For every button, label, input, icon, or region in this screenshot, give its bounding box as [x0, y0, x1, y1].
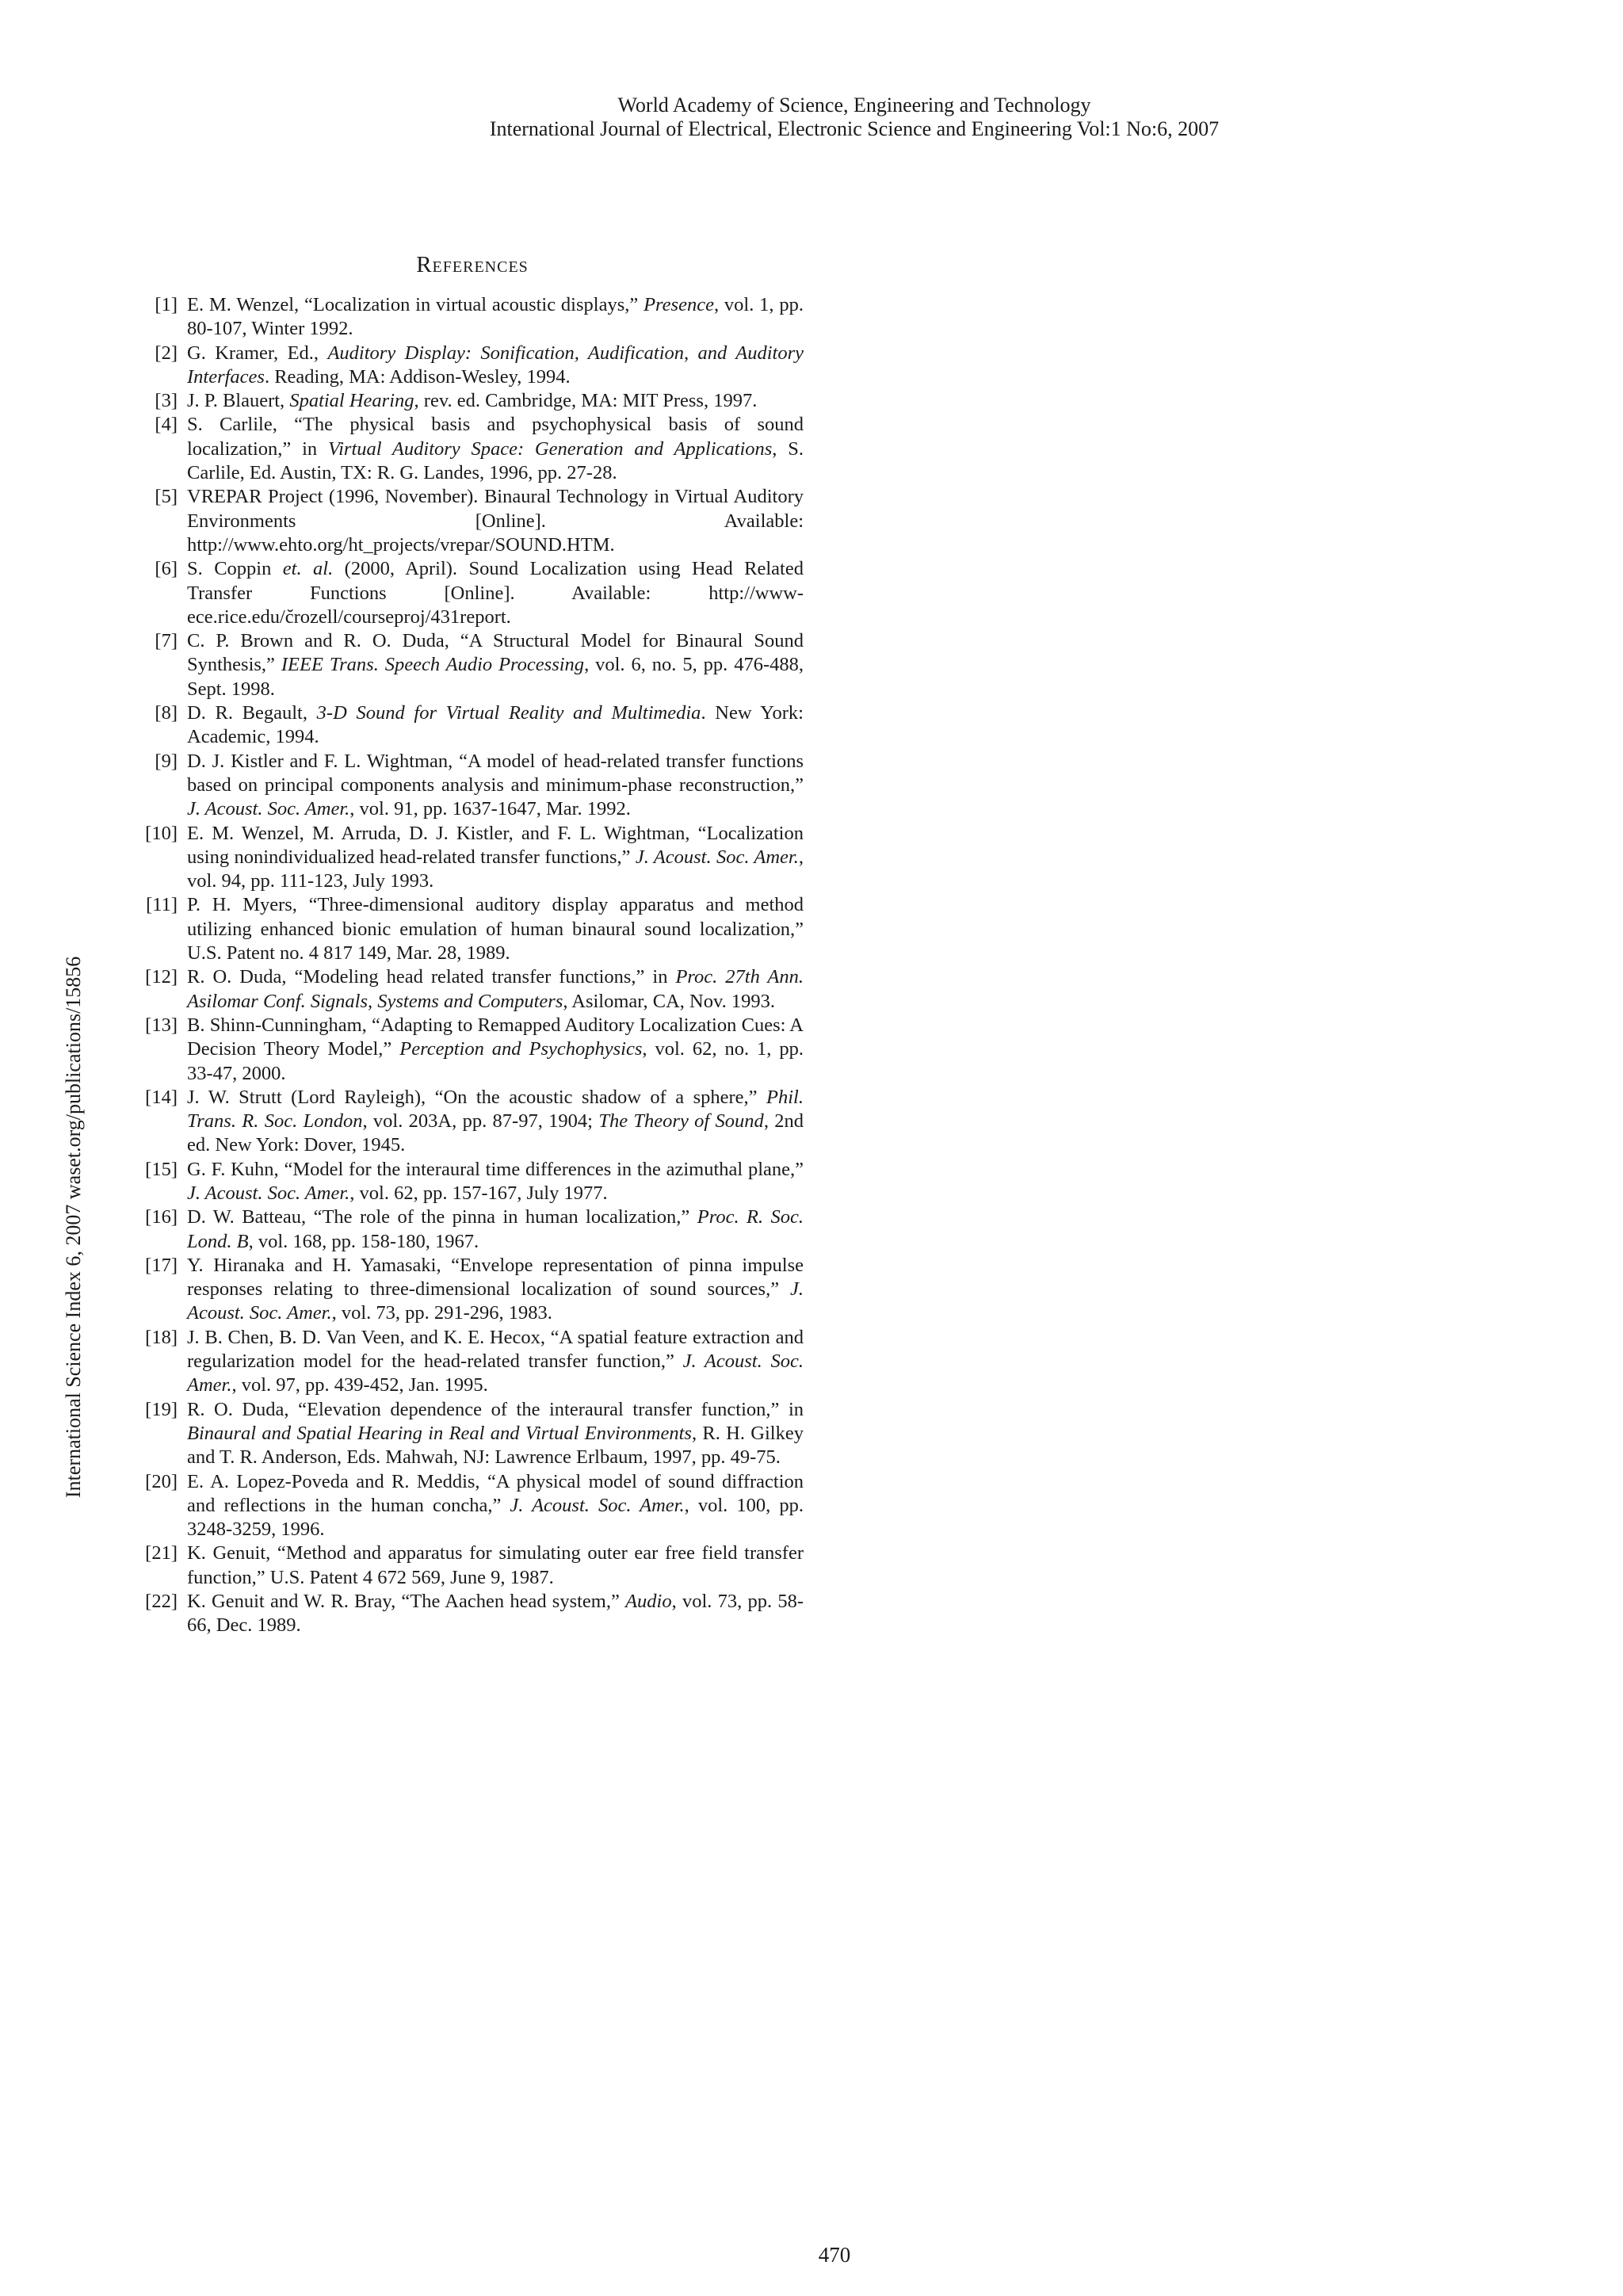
reference-part: , vol. 62, pp. 157-167, July 1977. — [349, 1182, 608, 1204]
reference-part: , vol. 62, no. 1, pp. 33-47, 2000. — [187, 1038, 804, 1084]
reference-text — [187, 389, 804, 413]
reference-part: J. B. Chen, B. D. Van Veen, and K. E. Hecox, “A spatial feature extraction and regularization model for the head-related transfer function,” — [187, 1326, 804, 1373]
reference-entry — [141, 485, 804, 557]
reference-entry — [141, 1541, 804, 1590]
reference-text — [187, 1326, 804, 1398]
reference-entry — [141, 1326, 804, 1398]
reference-entry — [141, 342, 804, 390]
reference-text — [187, 629, 804, 701]
reference-part: (2000, April). Sound Localization using Head Related Transfer Functions [Online]. Available: http://www-ece.rice.edu/c̆rozell/courseproj/431report. — [187, 558, 804, 628]
reference-number: [12] — [145, 966, 178, 988]
reference-text — [187, 822, 804, 894]
reference-text — [187, 1254, 804, 1326]
reference-part: , vol. 1, pp. 80-107, Winter 1992. — [187, 294, 804, 340]
reference-part: G. Kramer, Ed., — [187, 342, 328, 364]
reference-italic-part: Virtual Auditory Space: Generation and Applications — [327, 437, 773, 460]
reference-italic-part: Spatial Hearing — [289, 390, 414, 412]
reference-italic-part: Proc. R. Soc. Lond. B — [187, 1206, 804, 1252]
reference-number: [8] — [155, 702, 178, 724]
reference-part: . Reading, MA: Addison-Wesley, 1994. — [264, 365, 571, 388]
page-number: 470 — [818, 2243, 851, 2267]
reference-text — [187, 1590, 804, 1638]
reference-italic-part: J. Acoust. Soc. Amer. — [187, 798, 350, 820]
reference-text — [187, 557, 804, 629]
reference-italic-part: Auditory Display: Sonification, Audification, and Auditory Interfaces — [187, 342, 804, 388]
reference-entry — [141, 557, 804, 629]
reference-italic-part: 3-D Sound for Virtual Reality and Multimedia — [316, 702, 701, 724]
reference-text — [187, 750, 804, 822]
reference-part: , Asilomar, CA, Nov. 1993. — [563, 990, 775, 1012]
journal-publisher: World Academy of Science, Engineering and Technology — [617, 94, 1091, 117]
reference-number: [14] — [145, 1086, 178, 1108]
journal-header — [0, 94, 1623, 141]
reference-entry — [141, 1014, 804, 1086]
reference-entry — [141, 413, 804, 485]
reference-part: K. Genuit, “Method and apparatus for simulating outer ear free field transfer function,” U.S. Patent 4 672 569, June 9, 1987. — [187, 1542, 804, 1588]
reference-part: B. Shinn-Cunningham, “Adapting to Remapped Auditory Localization Cues: A Decision Theory Model,” — [187, 1014, 804, 1060]
reference-entry — [141, 701, 804, 750]
references-heading: References — [416, 252, 529, 277]
reference-entry — [141, 1590, 804, 1638]
reference-part: Y. Hiranaka and H. Yamasaki, “Envelope representation of pinna impulse responses relating to three-dimensional localization of sound sources,” — [187, 1254, 804, 1301]
reference-number: [19] — [145, 1398, 178, 1420]
reference-text — [187, 342, 804, 390]
reference-italic-part: J. Acoust. Soc. Amer. — [635, 846, 799, 868]
reference-part: , rev. ed. Cambridge, MA: MIT Press, 1997. — [414, 390, 758, 412]
reference-italic-part: IEEE Trans. Speech Audio Processing — [281, 654, 585, 676]
reference-text — [187, 965, 804, 1014]
reference-entry — [141, 293, 804, 342]
reference-part: , vol. 73, pp. 291-296, 1983. — [331, 1302, 552, 1324]
reference-number: [13] — [145, 1014, 178, 1036]
reference-italic-part: et. al. — [282, 558, 334, 580]
reference-entry — [141, 629, 804, 701]
reference-part: D. J. Kistler and F. L. Wightman, “A model of head-related transfer functions based on principal components analysis and minimum-phase reconstruction,” — [187, 750, 804, 796]
reference-part: D. R. Begault, — [187, 702, 317, 724]
reference-part: , vol. 168, pp. 158-180, 1967. — [248, 1230, 479, 1252]
reference-number: [15] — [145, 1158, 178, 1180]
reference-number: [7] — [155, 630, 178, 652]
reference-part: , vol. 73, pp. 58-66, Dec. 1989. — [187, 1591, 804, 1637]
reference-text — [187, 1014, 804, 1086]
reference-part: P. H. Myers, “Three-dimensional auditory display apparatus and method utilizing enhanced bionic emulation of human binaural sound localization,” U.S. Patent no. 4 817 149, Mar. 28, 1989. — [187, 894, 804, 965]
reference-text — [187, 1470, 804, 1542]
reference-italic-part: Proc. 27th Ann. Asilomar Conf. Signals, Systems and Computers — [187, 966, 804, 1012]
reference-part: C. P. Brown and R. O. Duda, “A Structural Model for Binaural Sound Synthesis,” — [187, 630, 804, 676]
reference-italic-part: J. Acoust. Soc. Amer. — [510, 1494, 685, 1516]
reference-italic-part: J. Acoust. Soc. Amer. — [187, 1182, 350, 1204]
reference-number: [1] — [155, 294, 178, 315]
reference-part: R. O. Duda, “Modeling head related transfer functions,” in — [187, 966, 676, 988]
reference-text — [187, 1086, 804, 1158]
reference-number: [6] — [155, 558, 178, 580]
reference-entry — [141, 965, 804, 1014]
reference-part: VREPAR Project (1996, November). Binaural Technology in Virtual Auditory Environments [Online]. Available: http://www.ehto.org/ht_projects/vrepar/SOUND.HTM. — [187, 486, 804, 556]
reference-entry — [141, 750, 804, 822]
reference-part: D. W. Batteau, “The role of the pinna in human localization,” — [187, 1206, 697, 1228]
reference-part: S. Coppin — [187, 558, 283, 580]
reference-text — [187, 1398, 804, 1470]
reference-part: , S. Carlile, Ed. Austin, TX: R. G. Landes, 1996, pp. 27-28. — [187, 437, 804, 484]
reference-entry — [141, 1205, 804, 1254]
reference-number: [16] — [145, 1206, 178, 1228]
reference-entry — [141, 1086, 804, 1158]
reference-part: E. M. Wenzel, “Localization in virtual acoustic displays,” — [187, 294, 644, 315]
reference-number: [9] — [155, 750, 178, 772]
reference-text — [187, 485, 804, 557]
reference-part: J. W. Strutt (Lord Rayleigh), “On the acoustic shadow of a sphere,” — [187, 1086, 767, 1108]
reference-part: , vol. 91, pp. 1637-1647, Mar. 1992. — [349, 798, 631, 820]
reference-part: E. M. Wenzel, M. Arruda, D. J. Kistler, and F. L. Wightman, “Localization using nonindividualized head-related transfer functions,” — [187, 822, 804, 868]
reference-part: , vol. 94, pp. 111-123, July 1993. — [187, 846, 804, 892]
reference-italic-part: J. Acoust. Soc. Amer. — [187, 1350, 804, 1396]
reference-part: G. F. Kuhn, “Model for the interaural time differences in the azimuthal plane,” — [187, 1158, 804, 1180]
reference-part: , vol. 97, pp. 439-452, Jan. 1995. — [231, 1374, 488, 1396]
reference-entry — [141, 1254, 804, 1326]
reference-text — [187, 413, 804, 485]
reference-text — [187, 893, 804, 965]
reference-number: [2] — [155, 342, 178, 364]
reference-part: , 2nd ed. New York: Dover, 1945. — [187, 1110, 804, 1156]
reference-entry — [141, 1398, 804, 1470]
reference-italic-part: Perception and Psychophysics — [399, 1038, 643, 1060]
reference-number: [22] — [145, 1591, 178, 1613]
reference-entry — [141, 822, 804, 894]
reference-number: [20] — [145, 1470, 178, 1492]
reference-entry — [141, 389, 804, 413]
journal-title: International Journal of Electrical, Electronic Science and Engineering Vol:1 No:6, 2007 — [489, 117, 1220, 140]
reference-number: [17] — [145, 1254, 178, 1276]
reference-italic-part: J. Acoust. Soc. Amer. — [187, 1278, 804, 1324]
reference-entry — [141, 1470, 804, 1542]
reference-number: [10] — [145, 822, 178, 844]
reference-text — [187, 1158, 804, 1206]
reference-part: , vol. 203A, pp. 87-97, 1904; — [362, 1110, 599, 1133]
references-list — [141, 293, 804, 1638]
reference-number: [3] — [155, 390, 178, 412]
reference-part: E. A. Lopez-Poveda and R. Meddis, “A physical model of sound diffraction and reflections in the human concha,” — [187, 1470, 804, 1516]
reference-entry — [141, 1158, 804, 1206]
reference-number: [4] — [155, 414, 178, 436]
reference-italic-part: Phil. Trans. R. Soc. London — [187, 1086, 804, 1133]
reference-text — [187, 293, 804, 342]
reference-part: R. O. Duda, “Elevation dependence of the interaural transfer function,” in — [187, 1398, 804, 1420]
reference-part: . New York: Academic, 1994. — [187, 702, 804, 748]
reference-entry — [141, 893, 804, 965]
reference-part: , R. H. Gilkey and T. R. Anderson, Eds. Mahwah, NJ: Lawrence Erlbaum, 1997, pp. 49-75. — [187, 1422, 804, 1469]
reference-part: J. P. Blauert, — [187, 390, 290, 412]
reference-text — [187, 1541, 804, 1590]
reference-italic-part: Presence — [643, 294, 714, 315]
reference-part: S. Carlile, “The physical basis and psychophysical basis of sound localization,” in — [187, 414, 804, 460]
reference-part: , vol. 100, pp. 3248-3259, 1996. — [187, 1494, 804, 1541]
reference-italic-part: Binaural and Spatial Hearing in Real and Virtual Environments — [187, 1422, 692, 1444]
reference-number: [11] — [146, 894, 178, 916]
reference-number: [18] — [145, 1326, 178, 1348]
reference-text — [187, 701, 804, 750]
reference-part: K. Genuit and W. R. Bray, “The Aachen head system,” — [187, 1591, 626, 1613]
reference-number: [21] — [145, 1542, 178, 1564]
reference-part: , vol. 6, no. 5, pp. 476-488, Sept. 1998. — [187, 654, 804, 700]
reference-italic-part: The Theory of Sound — [598, 1110, 764, 1133]
reference-text — [187, 1205, 804, 1254]
reference-number: [5] — [155, 486, 178, 508]
reference-italic-part: Audio — [625, 1591, 672, 1613]
side-index-note: International Science Index 6, 2007 waset.org/publications/15856 — [62, 956, 85, 1498]
